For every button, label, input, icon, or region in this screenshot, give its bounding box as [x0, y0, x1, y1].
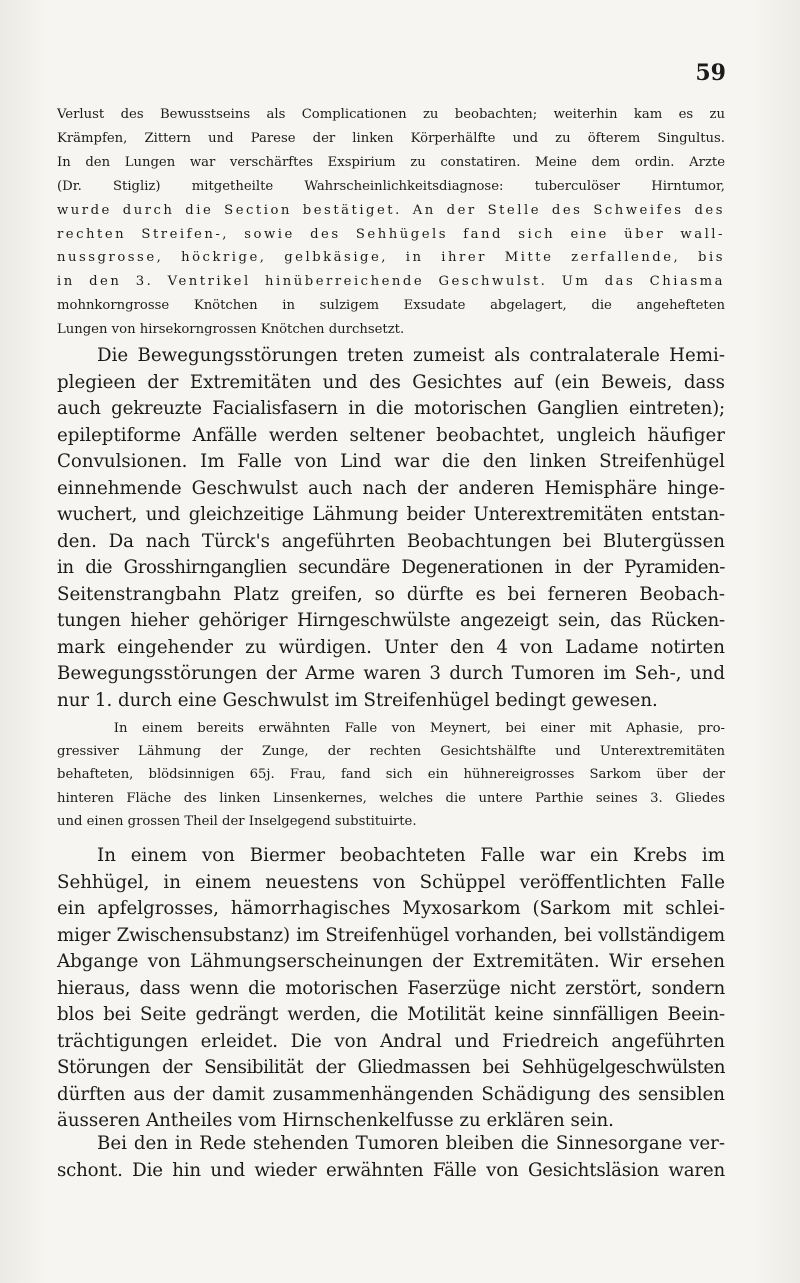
case-note-line: mohnkorngrosse Knötchen in sulzigem Exsudate abgelagert, die angehefteten [57, 298, 725, 314]
body-line: Störungen der Sensibilität der Gliedmassen bei Sehhügelgeschwülsten [57, 1057, 725, 1078]
body-line: plegieen der Extremitäten und des Gesichtes auf (ein Beweis, dass [57, 371, 725, 393]
case-note-line: in den 3. Ventrikel hinüberreichende Geschwulst. Um das Chiasma [57, 274, 725, 290]
case-note-line: In den Lungen war verschärftes Exspirium zu constatiren. Meine dem ordin. Arzte [57, 154, 725, 170]
body-line: hieraus, dass wenn die motorischen Faserzüge nicht zerstört, sondern [57, 977, 725, 999]
case-note-line: Verlust des Bewusstseins als Complicationen zu beobachten; weiterhin kam es zu [57, 107, 725, 122]
body-line: Abgange von Lähmungserscheinungen der Extremitäten. Wir ersehen [57, 951, 725, 972]
body-line: auch gekreuzte Facialisfasern in die motorischen Ganglien eintreten); [57, 398, 725, 419]
case-note-line: Lungen von hirsekorngrossen Knötchen durchsetzt. [57, 322, 405, 338]
body-line: Bei den in Rede stehenden Tumoren bleiben die Sinnesorgane ver- [97, 1133, 725, 1154]
body-line: ein apfelgrosses, hämorrhagisches Myxosarkom (Sarkom mit schlei- [57, 898, 725, 919]
case-note-line: wurde durch die Section bestätiget. An der Stelle des Schweifes des [57, 202, 725, 218]
body-line: den. Da nach Türck's angeführten Beobachtungen bei Blutergüssen [57, 530, 725, 552]
body-line: miger Zwischensubstanz) im Streifenhügel vorhanden, bei vollständigem [57, 924, 725, 946]
case-note-line: rechten Streifen-, sowie des Sehhügels fand sich eine über wall- [57, 226, 725, 242]
body-line: blos bei Seite gedrängt werden, die Motilität keine sinnfälligen Beein- [57, 1004, 725, 1025]
body-line: Bewegungsstörungen der Arme waren 3 durch Tumoren im Seh-, und [57, 663, 725, 684]
case-note-meynert [57, 717, 725, 833]
body-line: wuchert, und gleichzeitige Lähmung beider Unterextremitäten entstan- [57, 504, 725, 525]
case-note-line: behafteten, blödsinnigen 65j. Frau, fand sich ein hühnereigrosses Sarkom über der [57, 767, 725, 783]
body-line: tungen hieher gehöriger Hirngeschwülste angezeigt sein, das Rücken- [57, 610, 725, 631]
paragraph-tumor-cases [57, 843, 725, 1135]
case-note-line: nussgrosse, höckrige, gelbkäsige, in ihrer Mitte zerfallende, bis [57, 250, 725, 266]
body-line: nur 1. durch eine Geschwulst im Streifenhügel bedingt gewesen. [57, 689, 658, 711]
paragraph-sense-organs [57, 1131, 725, 1184]
body-line: dürften aus der damit zusammenhängenden Schädigung des sensiblen [57, 1083, 725, 1105]
case-note-line: gressiver Lähmung der Zunge, der rechten Gesichtshälfte und Unterextremitäten [57, 744, 725, 760]
body-line: äusseren Antheiles vom Hirnschenkelfusse zu erklären sein. [57, 1110, 614, 1131]
body-line: Die Bewegungsstörungen treten zumeist als contralaterale Hemi- [97, 345, 725, 366]
case-note-line: hinteren Fläche des linken Linsenkernes, welches die untere Parthie seines 3. Gliedes [57, 790, 725, 806]
body-line: epileptiforme Anfälle werden seltener beobachtet, ungleich häufiger [57, 424, 725, 446]
body-line: einnehmende Geschwulst auch nach der anderen Hemisphäre hinge- [57, 477, 725, 499]
case-note-line: In einem bereits erwähnten Falle von Meynert, bei einer mit Aphasie, pro- [113, 721, 725, 736]
body-line: trächtigungen erleidet. Die von Andral und Friedreich angeführten [57, 1030, 725, 1052]
body-line: Sehhügel, in einem neuestens von Schüppel veröffentlichten Falle [57, 871, 725, 893]
body-line: in die Grosshirnganglien secundäre Degenerationen in der Pyramiden- [57, 557, 725, 578]
paragraph-motor-disturbances [57, 343, 725, 714]
case-note-line: (Dr. Stigliz) mitgetheilte Wahrscheinlichkeitsdiagnose: tuberculöser Hirntumor, [57, 178, 725, 194]
case-note-line: Krämpfen, Zittern und Parese der linken Körperhälfte und zu öfterem Singultus. [57, 130, 725, 146]
body-line: schont. Die hin und wieder erwähnten Fälle von Gesichtsläsion waren [57, 1159, 725, 1181]
body-line: In einem von Biermer beobachteten Falle war ein Krebs im [97, 845, 725, 866]
body-line: Seitenstrangbahn Platz greifen, so dürfte es bei ferneren Beobach- [57, 583, 725, 605]
page-number: 59 [695, 60, 726, 86]
case-note-line: und einen grossen Theil der Inselgegend substituirte. [57, 813, 417, 829]
body-line: Convulsionen. Im Falle von Lind war die den linken Streifenhügel [57, 451, 725, 472]
body-line: mark eingehender zu würdigen. Unter den 4 von Ladame notirten [57, 636, 725, 658]
case-note-continued [57, 103, 725, 342]
